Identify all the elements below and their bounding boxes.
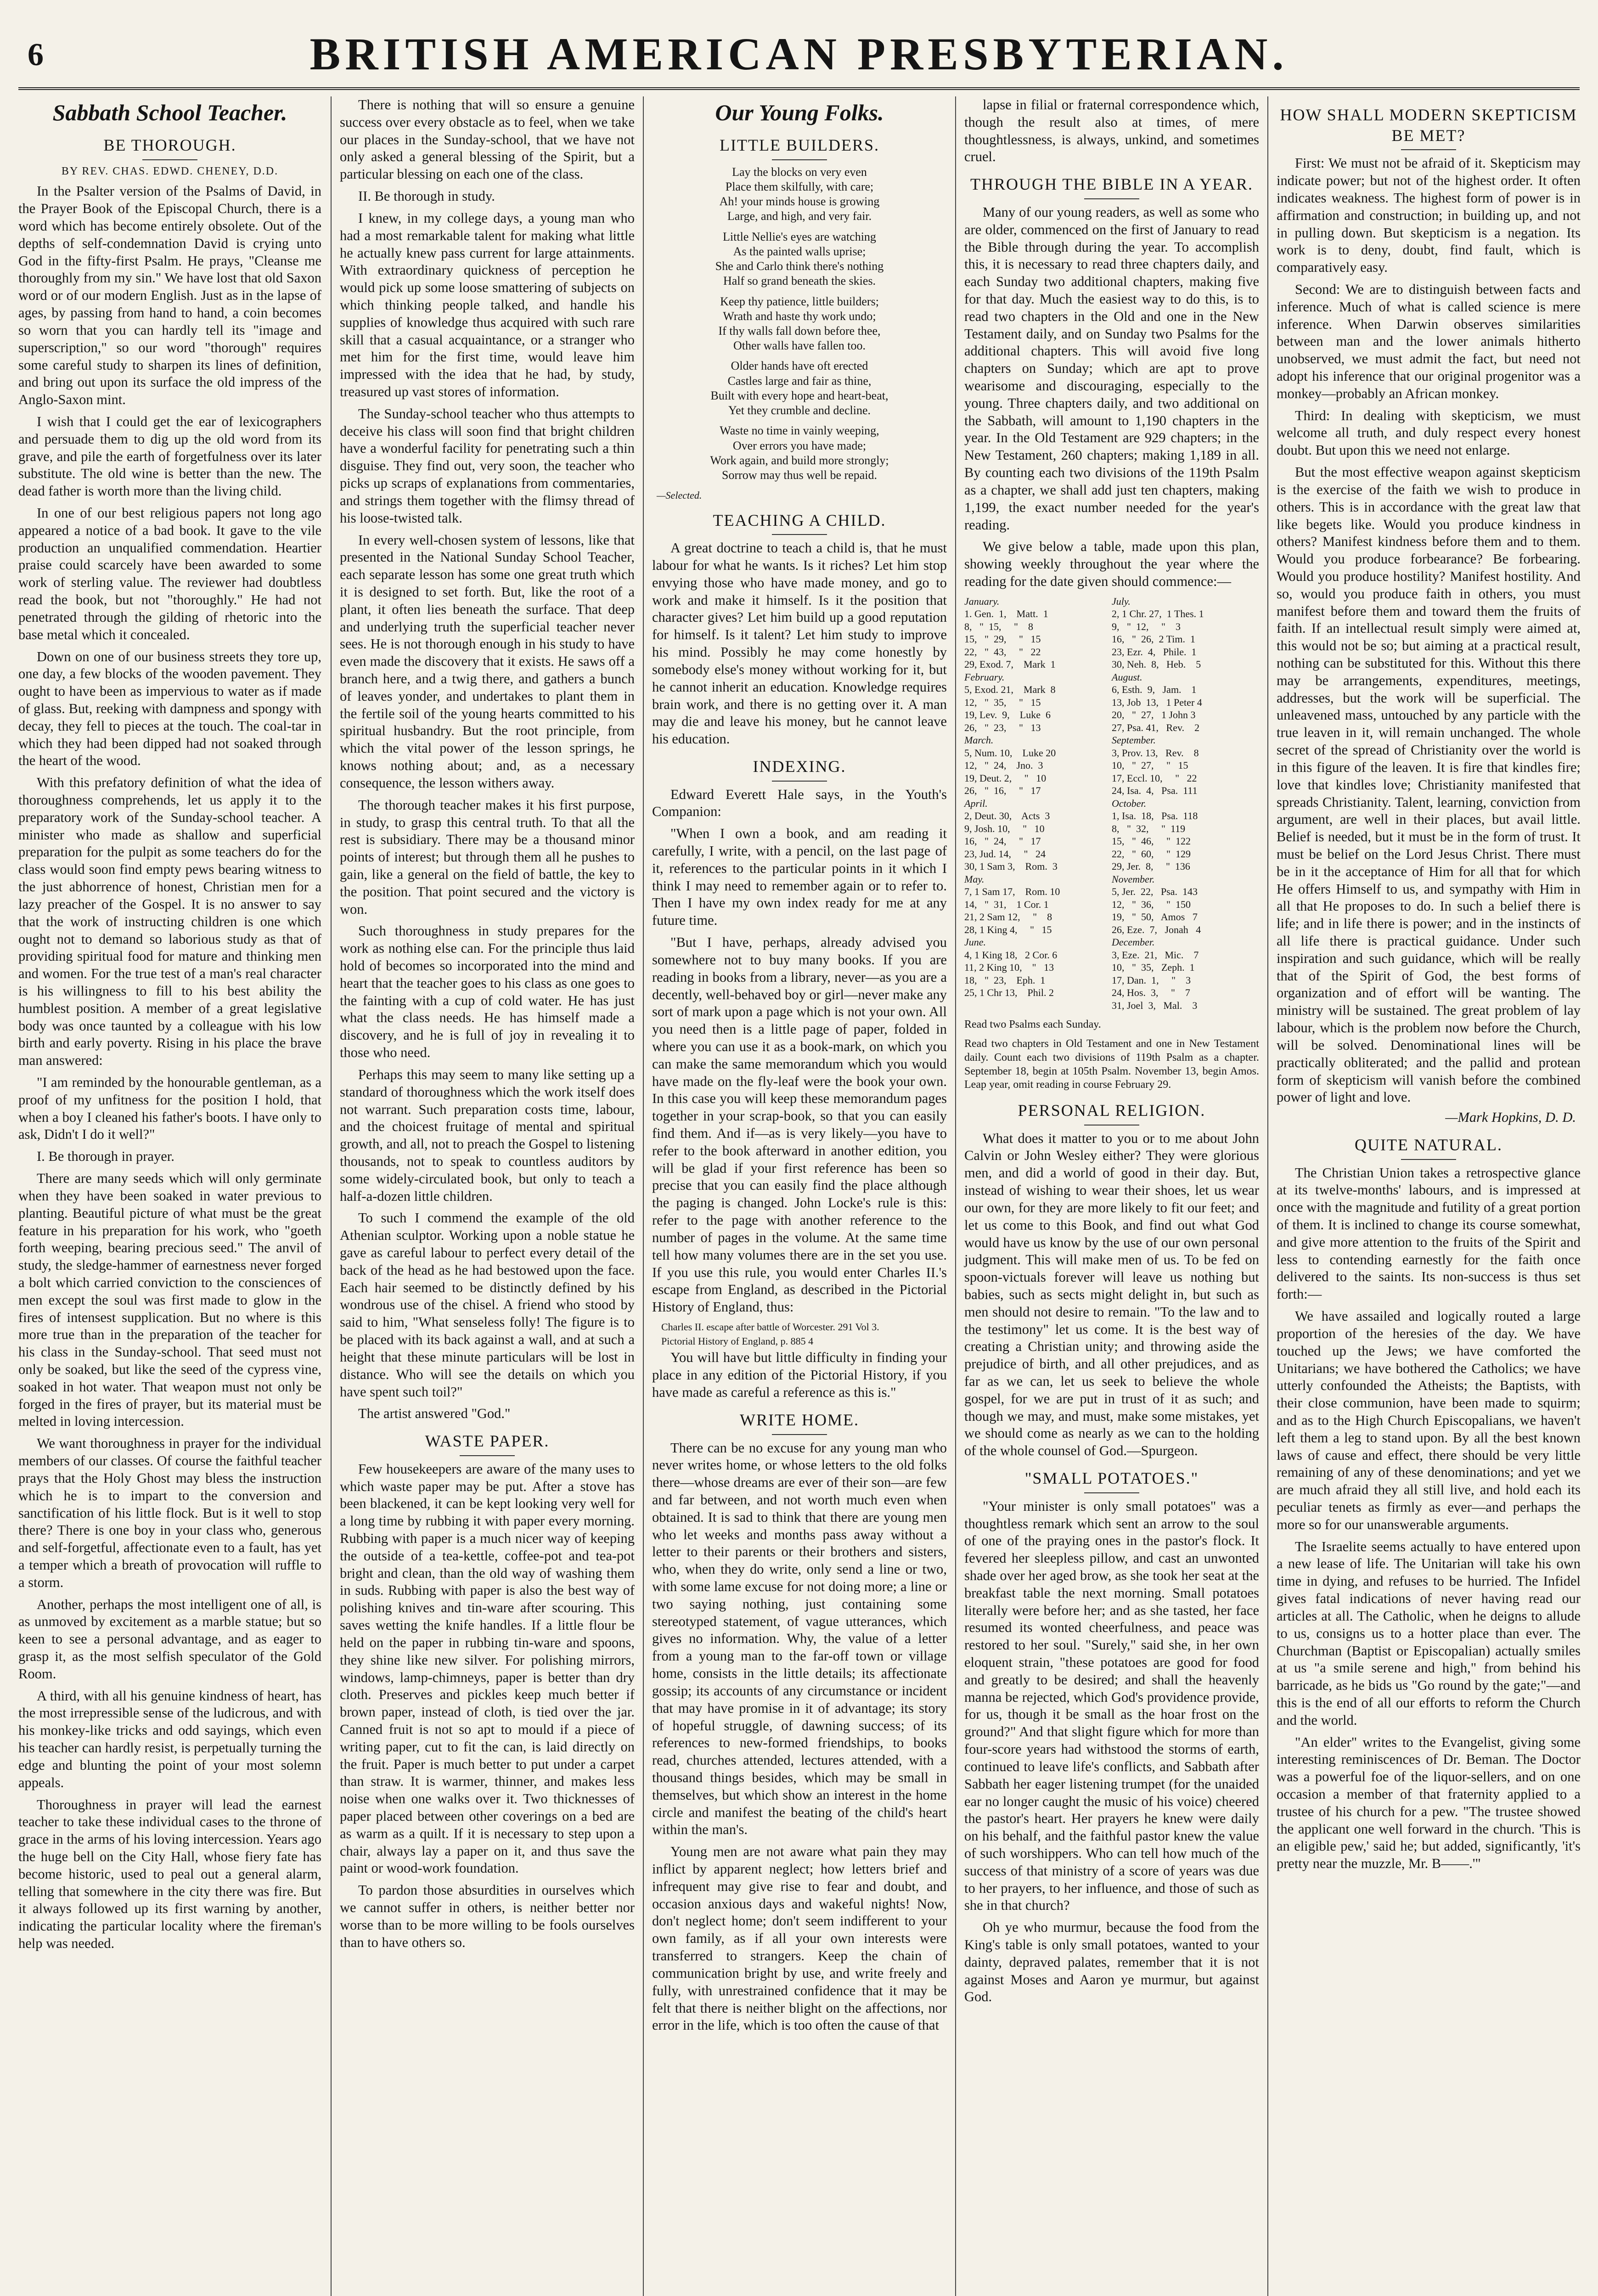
table-month: October.	[1112, 797, 1147, 809]
article-body	[340, 1461, 635, 1952]
article-body	[964, 204, 1259, 591]
poem-line: Wrath and haste thy work undo;	[723, 309, 876, 323]
article-title: "SMALL POTATOES."	[964, 1468, 1259, 1493]
paragraph: First: We must not be afraid of it. Skepticism may indicate power; but not of the highest order. It often indicates weakness. The highest form of power is in affirmation and construction; in building up, and not in pulling down. But skepticism is a negation. Its work is to deny, doubt, find fault, which is comparatively easy.	[1277, 155, 1581, 276]
poem-line: Work again, and build more strongly;	[710, 453, 889, 467]
masthead	[18, 18, 1580, 90]
table-month: May.	[964, 873, 985, 885]
paragraph: Young men are not aware what pain they may inflict by apparent neglect; how letters brief and infrequent may give rise to fear and doubt, and occasion anxious days and wakeful nights! Now, don't neglect home; don't seem indifferent to your own family, as if all your own interests were transferred to strangers. Keep the chain of communication bright by use, and write freely and fully, with unrestrained confidence that it may be felt that there is neither blight on the affections, nor error in the life, which is too often the cause of that	[652, 1844, 947, 2033]
table-row: 11, 2 King 10, " 13	[964, 962, 1054, 974]
paragraph: Another, perhaps the most intelligent one of all, is as unmoved by excitement as a marble statue; but so keen to see a personal advantage, and as eager to grasp it, as the most selfish speculator of the Gold Room.	[18, 1596, 321, 1682]
table-row: 19, Lev. 9, Luke 6	[964, 709, 1051, 721]
paragraph: You will have but little difficulty in finding your place in any edition of the Pictorial History, if you have made as careful a reference as this is."	[652, 1350, 947, 1401]
paragraph: In every well-chosen system of lessons, like that presented in the National Sunday School Teacher, each separate lesson has some one great truth which it is designed to set forth. But, like the root of a plant, it often lies beneath the surface. That deep and underlying truth the superficial teacher never sees. He is not thorough enough in his study to have even made the discovery that it exists. He saws off a branch here, and a twig there, and gathers a bunch of leaves yonder, and undertakes to plant them in the fertile soil of the young hearts committed to his spiritual husbandry. But the root principle, from which the vital power of the lesson springs, he knows nothing about; and, as a necessary consequence, the lesson withers away.	[340, 532, 635, 791]
table-row: 3, Prov. 13, Rev. 8	[1112, 747, 1199, 759]
paragraph: We want thoroughness in prayer for the individual members of our classes. Of course the faithful teacher prays that the Holy Ghost may bless the instruction which he is to impart to the conversion and sanctification of his little flock. But is it well to stop there? There is one boy in your class who, generous and self-forgetful, affectionate even to a fault, has yet a temper which a breath of provocation will ruffle to a storm.	[18, 1435, 321, 1590]
paragraph: Oh ye who murmur, because the food from the King's table is only small potatoes, wanted to your dainty, depraved palates, remember that it is not against Moses and Aaron ye murmur, but against God.	[964, 1919, 1259, 2005]
table-row: 4, 1 King 18, 2 Cor. 6	[964, 949, 1058, 961]
poem-line: As the painted walls uprise;	[733, 244, 866, 258]
paragraph: "An elder" writes to the Evangelist, giving some interesting reminiscences of Dr. Beman. The Doctor was a powerful foe of the liquor-sellers, and on one occasion a member of that fraternity applied to a trustee of his church for a pew. "The trustee showed the applicant one well forward in the church. 'This is an eligible pew,' said he; but added, significantly, 'it's pretty near the muzzle, Mr. B——.'"	[1277, 1734, 1581, 1872]
article-title: HOW SHALL MODERN SKEPTICISM BE MET?	[1277, 105, 1581, 150]
paragraph: We give below a table, made upon this plan, showing weekly throughout the year where the reading for the date given should commence:—	[964, 539, 1259, 589]
article-title: BE THOROUGH.	[18, 135, 321, 160]
poem-line: If thy walls fall down before thee,	[718, 324, 881, 338]
table-month: January.	[964, 595, 1000, 607]
article-title: WASTE PAPER.	[340, 1431, 635, 1456]
table-row: 29, Exod. 7, Mark 1	[964, 658, 1056, 670]
reading-table-left	[964, 595, 1112, 1012]
table-month: December.	[1112, 936, 1155, 948]
paragraph: A great doctrine to teach a child is, that he must labour for what he wants. Is it riches? Let him stop envying those who have made money, and go to work and make it himself. Is it the position that character gives? Let him build up a good reputation for himself. Is it talent? Let him study to improve his mind. Possibly he may come honestly by somebody else's money without working for it, but he cannot inherit an education. Knowledge requires brain work, and there is no getting over it. A man may die and leave his money, but he cannot leave his education.	[652, 540, 947, 747]
article-body	[340, 96, 635, 1423]
paragraph: Many of our young readers, as well as some who are older, commenced on the first of January to read the Bible through during the year. To accomplish this, it is necessary to read three chapters daily, and each Sunday two additional chapters, making five for that day. Much the easiest way to do this, is to read two chapters in the Old and one in the New Testament daily, and on Sunday two Psalms for the additional chapters. This will avoid five long chapters on Sunday; which are apt to prove wearisome and discouraging, especially to the young. Three chapters daily, and two additional on the Sabbath, will amount to 1,190 chapters in the year. In the Old Testament are 929 chapters; in the New Testament, 260 chapters; making 1,189 in all. By counting each two divisions of the 119th Psalm as a chapter, we shall add just ten chapters, making 1,199, the exact number needed for the year's reading.	[964, 204, 1259, 533]
poem-line: She and Carlo think there's nothing	[715, 259, 884, 273]
paragraph: Second: We are to distinguish between facts and inference. Much of what is called science is mere inference. When Darwin observes similarities between man and the lower animals hitherto unobserved, we must admit the fact, but need not adopt his inference that our original progenitor was a monkey—probably an African monkey.	[1277, 281, 1581, 401]
paragraph: II. Be thorough in study.	[358, 188, 495, 204]
table-row: 16, " 26, 2 Tim. 1	[1112, 633, 1195, 645]
table-row: 15, " 46, " 122	[1112, 835, 1191, 847]
table-row: 13, Job 13, 1 Peter 4	[1112, 696, 1202, 708]
paragraph: We have assailed and logically routed a large proportion of the heresies of the day. We have touched up the Jews; we have comforted the Unitarians; we have bothered the Catholics; we have utterly confounded the Atheists; the Baptists, with their close communion, have been made to squirm; and as to the High Church Episcopalians, we haven't left them a leg to stand upon. By all the best known laws of cause and effect, there should be very little remaining of any of these denominations; and yet we are much afraid they all still live, and hold each its peculiar tenets as firmly as ever—and perhaps the more so for our unanswerable arguments.	[1277, 1308, 1581, 1532]
article-title: TEACHING A CHILD.	[652, 510, 947, 535]
poem-line: Older hands have oft erected	[731, 359, 868, 373]
paragraph: In one of our best religious papers not long ago appeared a notice of a bad book. It gave to the vile production an unqualified commendation. Heartier praise could scarcely have been awarded to some work of sterling value. The reviewer had doubtless read the book, but not "thoroughly." He had not penetrated through the gilding of rhetoric into the base metal which it concealed.	[18, 505, 321, 642]
paragraph: To such I commend the example of the old Athenian sculptor. Working upon a noble statue he gave as careful labour to perfect every detail of the back of the head as he had bestowed upon the face. Each hair seemed to be distinctly defined by his wondrous use of the chisel. A friend who stood by said to him, "What senseless folly! The figure is to be placed with its back against a wall, and at such a height that these minute particulars will be lost in distance. Who will see the details on which you have spent such toil?"	[340, 1210, 635, 1400]
article-body	[652, 1349, 947, 1401]
table-row: 23, Jud. 14, " 24	[964, 848, 1046, 860]
article-title: THROUGH THE BIBLE IN A YEAR.	[964, 174, 1259, 199]
column-2	[331, 96, 635, 2296]
table-row: 12, " 35, " 15	[964, 696, 1041, 708]
poem-line: Keep thy patience, little builders;	[720, 294, 879, 308]
table-month: March.	[964, 734, 994, 746]
section-heading: Our Young Folks.	[715, 100, 884, 125]
paragraph: I. Be thorough in prayer.	[37, 1148, 174, 1165]
table-row: 5, Exod. 21, Mark 8	[964, 684, 1056, 696]
poem-stanza	[652, 423, 947, 483]
table-row: 6, Esth. 9, Jam. 1	[1112, 684, 1197, 696]
paragraph: I wish that I could get the ear of lexicographers and persuade them to dig up the old word from its grave, and pile the earth of forgetfulness over its later substitute. The old wine is better than the new. The dead father is worth more than the living child.	[18, 413, 321, 499]
table-row: 27, Psa. 41, Rev. 2	[1112, 721, 1200, 733]
table-row: 5, Num. 10, Luke 20	[964, 747, 1056, 759]
table-row: 20, " 27, 1 John 3	[1112, 709, 1196, 721]
poem-stanza	[652, 165, 947, 224]
paragraph: The Israelite seems actually to have entered upon a new lease of life. The Unitarian will take his own time in dying, and refuses to be hurried. The Infidel gives fatal indications of never having read our articles at all. The Catholic, when he deigns to allude to us, consigns us to a hotter place than ever. The Churchman (Baptist or Episcopalian) actually smiles at us "a smile serene and high," from behind his barricade, as he bids us "Go round by the gate;"—and this is the end of all our efforts to reform the Church and the world.	[1277, 1538, 1581, 1728]
paragraph: Third: In dealing with skepticism, we must welcome all truth, and duly respect every honest doubt. But upon this we need not enlarge.	[1277, 407, 1581, 458]
table-row: 25, 1 Chr 13, Phil. 2	[964, 987, 1054, 999]
columns	[18, 96, 1580, 2296]
newspaper-title: BRITISH AMERICAN PRESBYTERIAN.	[309, 28, 1289, 79]
column-4	[955, 96, 1259, 2296]
paragraph: "Your minister is only small potatoes" was a thoughtless remark which sent an arrow to the soul of one of the praying ones in the pastor's flock. It fevered her sleepless pillow, and cast an unwonted shade over her aged brow, as she took her seat at the breakfast table the next morning. Small potatoes literally were before her; and as she tasted, her face resumed its wonted cheerfulness, and peace was restored to her soul. "Surely," said she, in her own eloquent strain, "these potatoes are good for food and greatly to be desired; and shall the heavenly manna be rejected, which God's providence provide, for us, though it be small as the hoar frost on the ground?" And that slight figure which for more than four-score years had withstood the storms of earth, continued to leave life's conflicts, and Sabbath after Sabbath her eager listening trumpet (for the unaided ear no longer caught the music of his voice) cheered the pastor's heart. Her prayers he knew were daily on his behalf, and the faithful pastor knew the value of such worshippers. Who can tell how much of the success of that ministry of a score of years was due to her prayers, to her influence, and those of such as she in that church?	[964, 1498, 1259, 1913]
table-row: 26, " 23, " 13	[964, 721, 1041, 733]
section-heading: Sabbath School Teacher.	[52, 100, 287, 125]
article-title: WRITE HOME.	[652, 1410, 947, 1435]
table-row: 1. Gen. 1, Matt. 1	[964, 608, 1048, 620]
table-month: August.	[1112, 671, 1142, 683]
table-row: 9, Josh. 10, " 10	[964, 822, 1045, 834]
table-row: 16, " 24, " 17	[964, 835, 1041, 847]
article-body	[652, 786, 947, 1316]
table-row: 17, Dan. 1, " 3	[1112, 974, 1191, 986]
article-body	[964, 1498, 1259, 2006]
paragraph: Edward Everett Hale says, in the Youth's Companion:	[652, 786, 947, 820]
table-month: June.	[964, 936, 986, 948]
paragraph: Thoroughness in prayer will lead the earnest teacher to take these individual cases to the throne of grace in the arms of his loving intercession. Years ago the huge bell on the City Hall, whose fiery fate has become historic, used to peal out a general alarm, telling that somewhere in the city there was fire. But it always followed up its first warning by another, indicating the particular locality where the fireman's help was needed.	[18, 1796, 321, 1951]
paragraph: There is nothing that will so ensure a genuine success over every obstacle as to feel, when we take our places in the Sunday-school, that we have not only asked a general blessing of the Spirit, but a particular blessing on each one of the class.	[340, 97, 635, 182]
article-body	[652, 1440, 947, 2035]
poem-credit: —Selected.	[657, 490, 702, 501]
table-row: 2, Deut. 30, Acts 3	[964, 810, 1050, 822]
poem-line: Castles large and fair as thine,	[727, 374, 872, 388]
table-row: 3, Eze. 21, Mic. 7	[1112, 949, 1199, 961]
poem-line: Ah! your minds house is growing	[719, 195, 880, 208]
poem-line: Place them skilfully, with care;	[725, 180, 874, 193]
poem-line: Little Nellie's eyes are watching	[723, 230, 876, 243]
poem	[652, 165, 947, 483]
column-5	[1267, 96, 1581, 2296]
table-row: 21, 2 Sam 12, " 8	[964, 911, 1052, 923]
table-row: 8, " 15, " 8	[964, 620, 1033, 632]
paragraph: There can be no excuse for any young man who never writes home, or whose letters to the old folks there—whose dreams are ever of their son—are few and far between, and not worth much even when obtained. It is sad to think that there are young men who let weeks and months pass away without a letter to their parents or their brothers and sisters, who, when they do write, only send a line or two, with some lame excuse for not doing more; a line or two saying nothing, just containing some stereotyped statement, of vague utterances, which gives no information. Why, the value of a letter from a young man to the far-off town or village home, consists in the little details; its affectionate gossip; its accounts of any circumstance or incident that may have promise in it of advantage; its story of hopeful struggle, of dawning success; of its references to new-formed friendships, to books read, churches attended, lectures attended, with a thousand things besides, which may be small in themselves, but which show an interest in the home circle and manifest the beating of the child's heart within the man's.	[652, 1440, 947, 1838]
paragraph: Down on one of our business streets they tore up, one day, a few blocks of the wooden pavement. They ought to have been as impervious to water as if made of glass. But, reeking with dampness and spongy with decay, they fell to pieces at the touch. The coal-tar in which they had been dipped had not soaked through the heart of the wood.	[18, 648, 321, 769]
poem-stanza	[652, 359, 947, 418]
article-body	[964, 1130, 1259, 1460]
paragraph: The thorough teacher makes it his first purpose, in study, to grasp this central truth. To that all the rest is subsidiary. There may be a thousand minor points of interest; but through them all he pushes to gain, like a general on the field of battle, the key to the position. That point secured and the victory is won.	[340, 797, 635, 917]
paragraph: lapse in filial or fraternal correspondence which, though the result also at times, of mere thoughtlessness, is always, unkind, and sometimes cruel.	[964, 97, 1259, 165]
citation: Pictorial History of England, p. 885 4	[661, 1335, 814, 1347]
article-body	[1277, 1165, 1581, 1873]
article-title: INDEXING.	[652, 756, 947, 782]
article-body	[652, 540, 947, 748]
paragraph: The artist answered "God."	[358, 1406, 511, 1422]
poem-line: Sorrow may thus well be repaid.	[722, 468, 877, 482]
table-month: July.	[1112, 595, 1131, 607]
table-row: 30, Neh. 8, Heb. 5	[1112, 658, 1201, 670]
table-row: 10, " 27, " 15	[1112, 760, 1188, 771]
paragraph: To pardon those absurdities in ourselves which we cannot suffer in others, is neither better nor worse than to be more willing to be fools ourselves than to have others so.	[340, 1882, 635, 1950]
table-row: 28, 1 King 4, " 15	[964, 923, 1052, 935]
table-month: November.	[1112, 873, 1155, 885]
poem-line: Yet they crumble and decline.	[728, 404, 871, 417]
reading-table	[964, 595, 1259, 1012]
table-row: 14, " 31, 1 Cor. 1	[964, 898, 1049, 910]
table-row: 23, Ezr. 4, Phile. 1	[1112, 646, 1197, 658]
table-row: 24, Hos. 3, " 7	[1112, 987, 1190, 999]
table-row: 18, " 23, Eph. 1	[964, 974, 1046, 986]
paragraph: The Christian Union takes a retrospective glance at its twelve-months' labours, and is impressed at once with the magnitude and futility of a great portion of them. It is inclined to change its course somewhat, and give more attention to the fruits of the Spirit and less to contending earnestly for the faith once delivered to the saints. Its non-success is thus set forth:—	[1277, 1165, 1581, 1302]
poem-line: Other walls have fallen too.	[733, 339, 866, 353]
table-row: 26, " 16, " 17	[964, 785, 1041, 797]
article-body	[18, 183, 321, 1952]
poem-line: Built with every hope and heart-beat,	[710, 388, 889, 402]
table-row: 2, 1 Chr. 27, 1 Thes. 1	[1112, 608, 1204, 620]
article-title: QUITE NATURAL.	[1277, 1135, 1581, 1160]
article-body	[964, 96, 1259, 166]
article-body	[1277, 155, 1581, 1106]
page-number: 6	[28, 37, 44, 73]
poem-stanza	[652, 294, 947, 354]
table-row: 9, " 12, " 3	[1112, 620, 1181, 632]
table-row: 8, " 32, " 119	[1112, 822, 1186, 834]
column-1	[18, 96, 321, 2296]
table-row: 19, " 50, Amos 7	[1112, 911, 1198, 923]
paragraph: Such thoroughness in study prepares for the work as nothing else can. For the principle thus laid hold of becomes so incorporated into the mind and heart that the teacher goes to his class as one goes to the fainting with a cup of cold water. He has just what the class needs. He has himself made a discovery, and he is full of joy in revealing it to those who need.	[340, 923, 635, 1061]
table-row: 19, Deut. 2, " 10	[964, 772, 1047, 784]
poem-title: LITTLE BUILDERS.	[652, 135, 947, 160]
table-row: 7, 1 Sam 17, Rom. 10	[964, 886, 1060, 898]
table-row: 15, " 29, " 15	[964, 633, 1041, 645]
table-row: 10, " 35, Zeph. 1	[1112, 962, 1195, 974]
article-signature: —Mark Hopkins, D. D.	[1445, 1109, 1576, 1125]
article-title: PERSONAL RELIGION.	[964, 1100, 1259, 1125]
paragraph: "When I own a book, and am reading it carefully, I write, with a pencil, on the last page of it, references to the particular points in it which I think I may need to remember again or to refer to. Then I have my own index ready for me at any future time.	[652, 826, 947, 929]
paragraph: "But I have, perhaps, already advised you somewhere not to buy many books. If you are reading in books from a library, never—as you are a decently, well-behaved boy or girl—never make any sort of mark upon a page which is not your own. All you need then is a little page of paper, folded in where you can use it as a book-mark, on which you can make the same memorandum which you would have made on the fly-leaf were the book your own. In this case you will keep these memorandum pages together in your scrap-book, so that you can easily find them. And if—as is very likely—you have to refer to the book afterward in another edition, you will be glad if your first reference has been so precise that you can easily find the place although the paging is changed. John Locke's rule is this: refer to the page with another reference to the number of pages in the volume. At the same time tell how many volumes there are in the set you use. If you use this rule, you would enter Charles II.'s escape from England, as described in the Pictorial History of England, thus:	[652, 934, 947, 1315]
poem-line: Over errors you have made;	[732, 439, 867, 452]
article-byline: BY REV. CHAS. EDWD. CHENEY, D.D.	[61, 165, 279, 177]
paragraph: The Sunday-school teacher who thus attempts to deceive his class will soon find that bright children have a wonderful facility for penetrating such a thin disguise. They find out, very soon, the teacher who picks up scraps of explanations from commentaries, and strings them together with the flimsy thread of his loose-twisted talk.	[340, 405, 635, 526]
reading-table-right	[1112, 595, 1259, 1012]
paragraph: There are many seeds which will only germinate when they have been soaked in water previous to planting. Beautiful picture of what must be the great feature in his preparation for his work, who "goeth forth weeping, bearing precious seed." The anvil of study, the sledge-hammer of earnestness never forged a bolt which carried conviction to the consciences of men except the soul was first made to glow in the fires of intensest supplication. But no where is this more true than in the preparation of the teacher for his class in the Sunday-school. That seed must not only be soaked, but like the seed of the cypress vine, soaked in hot water. That weapon must not only be forged in the fires of prayer, but its material must be melted in loving intercession.	[18, 1171, 321, 1429]
paragraph: A third, with all his genuine kindness of heart, has the most irrepressible sense of the ludicrous, and with his monkey-like tricks and odd sayings, which even his teacher can hardly resist, is perpetually turning the edge and blunting the point of your most solemn appeals.	[18, 1688, 321, 1790]
table-row: 22, " 43, " 22	[964, 646, 1041, 658]
paragraph: In the Psalter version of the Psalms of David, in the Prayer Book of the Episcopal Church, there is a word which has become entirely obsolete. Out of the depths of self-condemnation David is crying unto God in the fifty-first Psalm. He prays, "Cleanse me thoroughly from my sin." We have lost that old Saxon word or of our modern English. Just as in the lapse of ages, by passing from hand to hand, a coin becomes so worn that you can hardly tell its "image and superscription," so our word "thorough" requires some careful study to sharpen its lines of definition, and bring out upon its surface the old impress of the Anglo-Saxon mint.	[18, 183, 321, 408]
table-row: 22, " 60, " 129	[1112, 848, 1191, 860]
paragraph: But the most effective weapon against skepticism is the exercise of the faith we wish to produce in others. This is in accordance with the great law that like begets like. Would you produce kindness in others? Manifest kindness before them and to them. Would you produce forbearance? Be forbearing. Would you produce hostility? Manifest hostility. And so, would you produce faith in others, you must manifest before them and toward them the fruits of faith. If an intellectual result simply were aimed at, this would not be so; but aiming at a practical result, nothing can be substituted for this. Without this there may be arrangements, expenditures, meetings, addresses, but the work will be superficial. The unleavened mass, untouched by any particle with the true leaven in it, will remain unchanged. The whole secret of the spread of Christianity over the world is in this figure of the leaven. It is fire that kindles fire; love that kindles love; Christianity manifested that spreads Christianity. Talent, learning, conviction from argument, are well in their places, but avail little. Belief is needed, but it must be in the form of trust. It must be belief on the Lord Jesus Christ. There must be in it the acceptance of Him for all that for which He offers Himself to us, and sympathy with Him in all that He proposes to do. In such a belief there is life; and in life there is power; and in the instincts of all life there is practical guidance. Under such inspiration and such guidance, which will be really that of the Spirit of God, the best forms of organization and of effort will be wanting. The ministry will be sustained. The great problem of lay labour, which is the problem now before the Church, will be solved. Denominational lines will be practically obliterated; and the pallid and protean form of skepticism will vanish before the combined power of light and love.	[1277, 464, 1581, 1105]
table-row: 12, " 36, " 150	[1112, 898, 1191, 910]
paragraph: I knew, in my college days, a young man who had a most remarkable talent for making what little he actually knew pass current for large attainments. With extraordinary quickness of perception he would pick up some loose smattering of subjects on which thinking people talked, and handle his supplies of knowledge thus acquired with such rare skill that a casual acquaintance, or a stranger who met him for the first time, would leave him impressed with the idea that he had, by study, treasured up vast stores of information.	[340, 210, 635, 400]
column-3	[643, 96, 947, 2296]
table-row: 26, Eze. 7, Jonah 4	[1112, 923, 1201, 935]
poem-line: Large, and high, and very fair.	[727, 209, 872, 223]
poem-line: Waste no time in vainly weeping,	[720, 424, 879, 438]
table-month: April.	[964, 797, 988, 809]
table-row: 31, Joel 3, Mal. 3	[1112, 999, 1198, 1011]
poem-stanza	[652, 230, 947, 289]
table-row: 5, Jer. 22, Psa. 143	[1112, 886, 1198, 898]
paragraph: Perhaps this may seem to many like setting up a standard of thoroughness which the work itself does not warrant. Such preparation costs time, labour, and the choicest fruitage of mental and spiritual growth, and all, not to preach the Gospel to listening thousands, not to speak to countless auditors by some widely-circulated book, but only to teach a half-a-dozen little children.	[340, 1066, 635, 1204]
paragraph: "I am reminded by the honourable gentleman, as a proof of my unfitness for the position I hold, that when a boy I cleaned his father's boots. I have only to ask, Didn't I do it well?"	[18, 1075, 321, 1142]
poem-line: Half so grand beneath the skies.	[723, 274, 876, 288]
citation: Charles II. escape after battle of Worcester. 291 Vol 3.	[661, 1321, 879, 1333]
table-row: 1, Isa. 18, Psa. 118	[1112, 810, 1198, 822]
table-row: 30, 1 Sam 3, Rom. 3	[964, 861, 1058, 872]
table-row: 12, " 24, Jno. 3	[964, 760, 1043, 771]
paragraph: With this prefatory definition of what the idea of thoroughness comprehends, let us apply it to the preparatory work of the Sunday-school teacher. A minister who made as shallow and superficial preparation for the pulpit as some teachers do for the class would soon find empty pews bearing witness to the just abhorrence of honest, Christian men for a lazy preacher of the Gospel. It is no answer to say that the work of instructing children is one which ought not to demand so laborious study as that of providing spiritual food for mature and thinking men and women. For the true test of a man's real character is his willingness to fill to his best ability the humblest position. A member of a great legislative body was once taunted by a colleague with his low birth and early poverty. Rising in his place the brave man answered:	[18, 775, 321, 1069]
table-row: 17, Eccl. 10, " 22	[1112, 772, 1197, 784]
poem-line: Lay the blocks on very even	[732, 165, 867, 179]
table-month: September.	[1112, 734, 1156, 746]
paragraph: Few housekeepers are aware of the many uses to which waste paper may be put. After a stove has been blackened, it can be kept looking very well for a long time by rubbing it with paper every morning. Rubbing with paper is a much nicer way of keeping the outside of a tea-kettle, coffee-pot and tea-pot bright and clean, than the old way of washing them in suds. Rubbing with paper is also the best way of polishing knives and tin-ware after scouring. This saves wetting the knife handles. If a little flour be held on the paper in rubbing tin-ware and spoons, they shine like new silver. For polishing mirrors, windows, lamp-chimneys, paper is better than dry cloth. Preserves and pickles keep much better if brown paper, instead of cloth, is tied over the jar. Canned fruit is not so apt to mould if a piece of writing paper, cut to fit the can, is laid directly on the fruit. Paper is much better to put under a carpet than straw. It is warmer, thinner, and makes less noise when one walks over it. Two thicknesses of paper placed between other coverings on a bed are as warm as a quilt. If it is necessary to step upon a chair, always lay a paper on it, and thus save the paint or wood-work foundation.	[340, 1461, 635, 1876]
table-note: Read two Psalms each Sunday.	[964, 1019, 1101, 1031]
table-footnote: Read two chapters in Old Testament and one in New Testament daily. Count each two divisions of 119th Psalm as a chapter. September 18, begin at 105th Psalm. November 13, begin Amos. Leap year, omit reading in course February 29.	[964, 1038, 1259, 1091]
paragraph: What does it matter to you or to me about John Calvin or John Wesley either? They were glorious men, and did a world of good in their day. But, instead of wishing to wear their shoes, let us wear our own, for they are more likely to fit our feet; and let us come to this Book, and find out what God would have us know by the use of our own personal judgment. This will make men of us. To be fed on spoon-victuals forever will leave us nothing but babies, such as sects might delight in, but such as men should not desire to remain. "To the law and to the testimony" let us come. It is the best way of creating a Christian unity; and throwing aside the prejudice of birth, and all other prejudices, and as far as we can, let us seek to believe the whole gospel, for we are put in trust of it as such; and though we may, and must, make some mistakes, yet we should come as nearly as we can to the holding of the whole counsel of God.—Spurgeon.	[964, 1130, 1259, 1459]
table-row: 24, Isa. 4, Psa. 111	[1112, 785, 1198, 797]
table-row: 29, Jer. 8, " 136	[1112, 861, 1190, 872]
table-month: February.	[964, 671, 1005, 683]
